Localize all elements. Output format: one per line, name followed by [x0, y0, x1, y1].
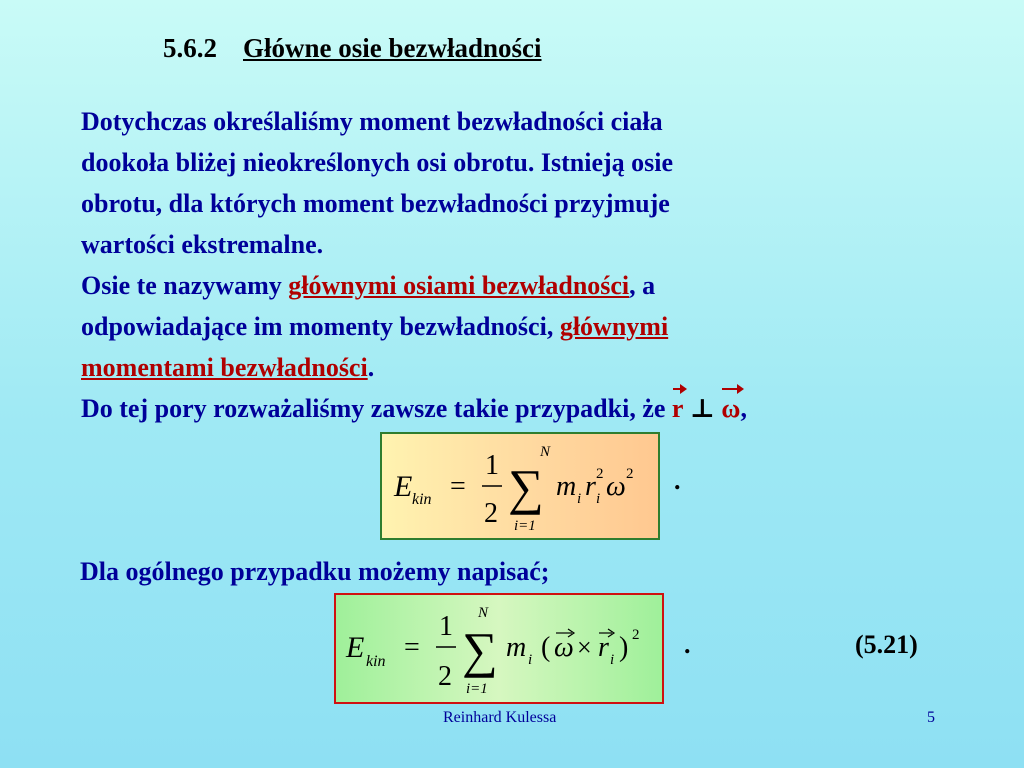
- f2-sup: 2: [632, 627, 640, 643]
- para-line-2: dookoła bliżej nieokreślonych osi obrotu. Istnieją osie: [81, 148, 674, 177]
- f1-r: r: [585, 471, 596, 502]
- f2-times: ×: [577, 633, 592, 662]
- para-line-6-pre: odpowiadające im momenty bezwładności,: [81, 312, 560, 341]
- formula-2: [336, 595, 662, 702]
- f1-num: 1: [485, 450, 499, 481]
- f2-sum: ∑: [462, 622, 498, 678]
- f1-den: 2: [484, 498, 498, 529]
- f2-lparen: (: [541, 632, 551, 663]
- para-line-7: [81, 347, 961, 388]
- formula-box-2: [334, 593, 664, 704]
- f1-sum: ∑: [508, 459, 544, 515]
- page-number: 5: [927, 709, 935, 726]
- f2-lhs: E: [346, 631, 365, 664]
- para-line-4: wartości ekstremalne.: [81, 230, 324, 259]
- para-line-5-post: , a: [629, 271, 656, 300]
- f2-m-sub: i: [528, 652, 533, 668]
- equation-number: (5.21): [855, 630, 918, 659]
- formula-2-trailing-dot: .: [684, 630, 691, 659]
- para-line-5: [81, 265, 961, 306]
- f1-r-sup: 2: [596, 466, 604, 482]
- para-line-1: Dotychczas określaliśmy moment bezwładności ciała: [81, 107, 663, 136]
- term-principal-moments-1: głównymi: [559, 312, 669, 341]
- f1-m: m: [556, 471, 577, 502]
- f1-lower: i=1: [514, 518, 536, 534]
- f1-omega: ω: [606, 471, 626, 502]
- f2-den: 2: [438, 661, 452, 692]
- para-line-8-comma: ,: [740, 394, 747, 423]
- para-line-6: [81, 306, 961, 347]
- f1-lhs: E: [394, 470, 413, 503]
- term-principal-axes: głównymi osiami bezwładności: [288, 271, 630, 300]
- f2-rparen: ): [619, 632, 629, 663]
- f2-omega: ω: [554, 632, 574, 663]
- section-title: [163, 33, 542, 64]
- f2-num: 1: [439, 611, 453, 642]
- f1-lhs-sub: kin: [412, 491, 432, 508]
- para-line-8: [81, 388, 961, 429]
- formula-1: [382, 434, 658, 538]
- para-line-8-pre: Do tej pory rozważaliśmy zawsze takie przypadki, że: [81, 394, 672, 423]
- f2-m: m: [506, 632, 527, 663]
- f1-upper: N: [540, 444, 551, 460]
- general-case-text: Dla ogólnego przypadku możemy napisać;: [80, 557, 550, 586]
- f2-r-sub: i: [610, 652, 615, 668]
- f2-lower: i=1: [466, 681, 488, 697]
- para-line-5-pre: Osie te nazywamy: [81, 271, 289, 300]
- f2-upper: N: [478, 605, 489, 621]
- f2-lhs-sub: kin: [366, 653, 386, 670]
- section-number: 5.6.2: [163, 33, 217, 63]
- f2-r: r: [598, 632, 609, 663]
- body-paragraph: [81, 101, 961, 429]
- f2-eq: =: [404, 632, 420, 663]
- formula-box-1: [380, 432, 660, 540]
- section-heading: Główne osie bezwładności: [243, 33, 542, 63]
- para-line-3: obrotu, dla których moment bezwładności przyjmuje: [81, 189, 670, 218]
- term-principal-moments-2: momentami bezwładności: [81, 353, 368, 382]
- perp-symbol: ⊥: [689, 394, 715, 423]
- f1-r-sub: i: [596, 491, 601, 507]
- f1-eq: =: [450, 471, 466, 502]
- formula-1-trailing-dot: .: [674, 466, 681, 495]
- para-line-7-post: .: [367, 353, 375, 382]
- f1-omega-sup: 2: [626, 466, 634, 482]
- vector-r: r: [672, 388, 684, 429]
- vector-omega: ω: [721, 388, 740, 429]
- f1-m-sub: i: [577, 491, 582, 507]
- footer-author: Reinhard Kulessa: [443, 709, 557, 726]
